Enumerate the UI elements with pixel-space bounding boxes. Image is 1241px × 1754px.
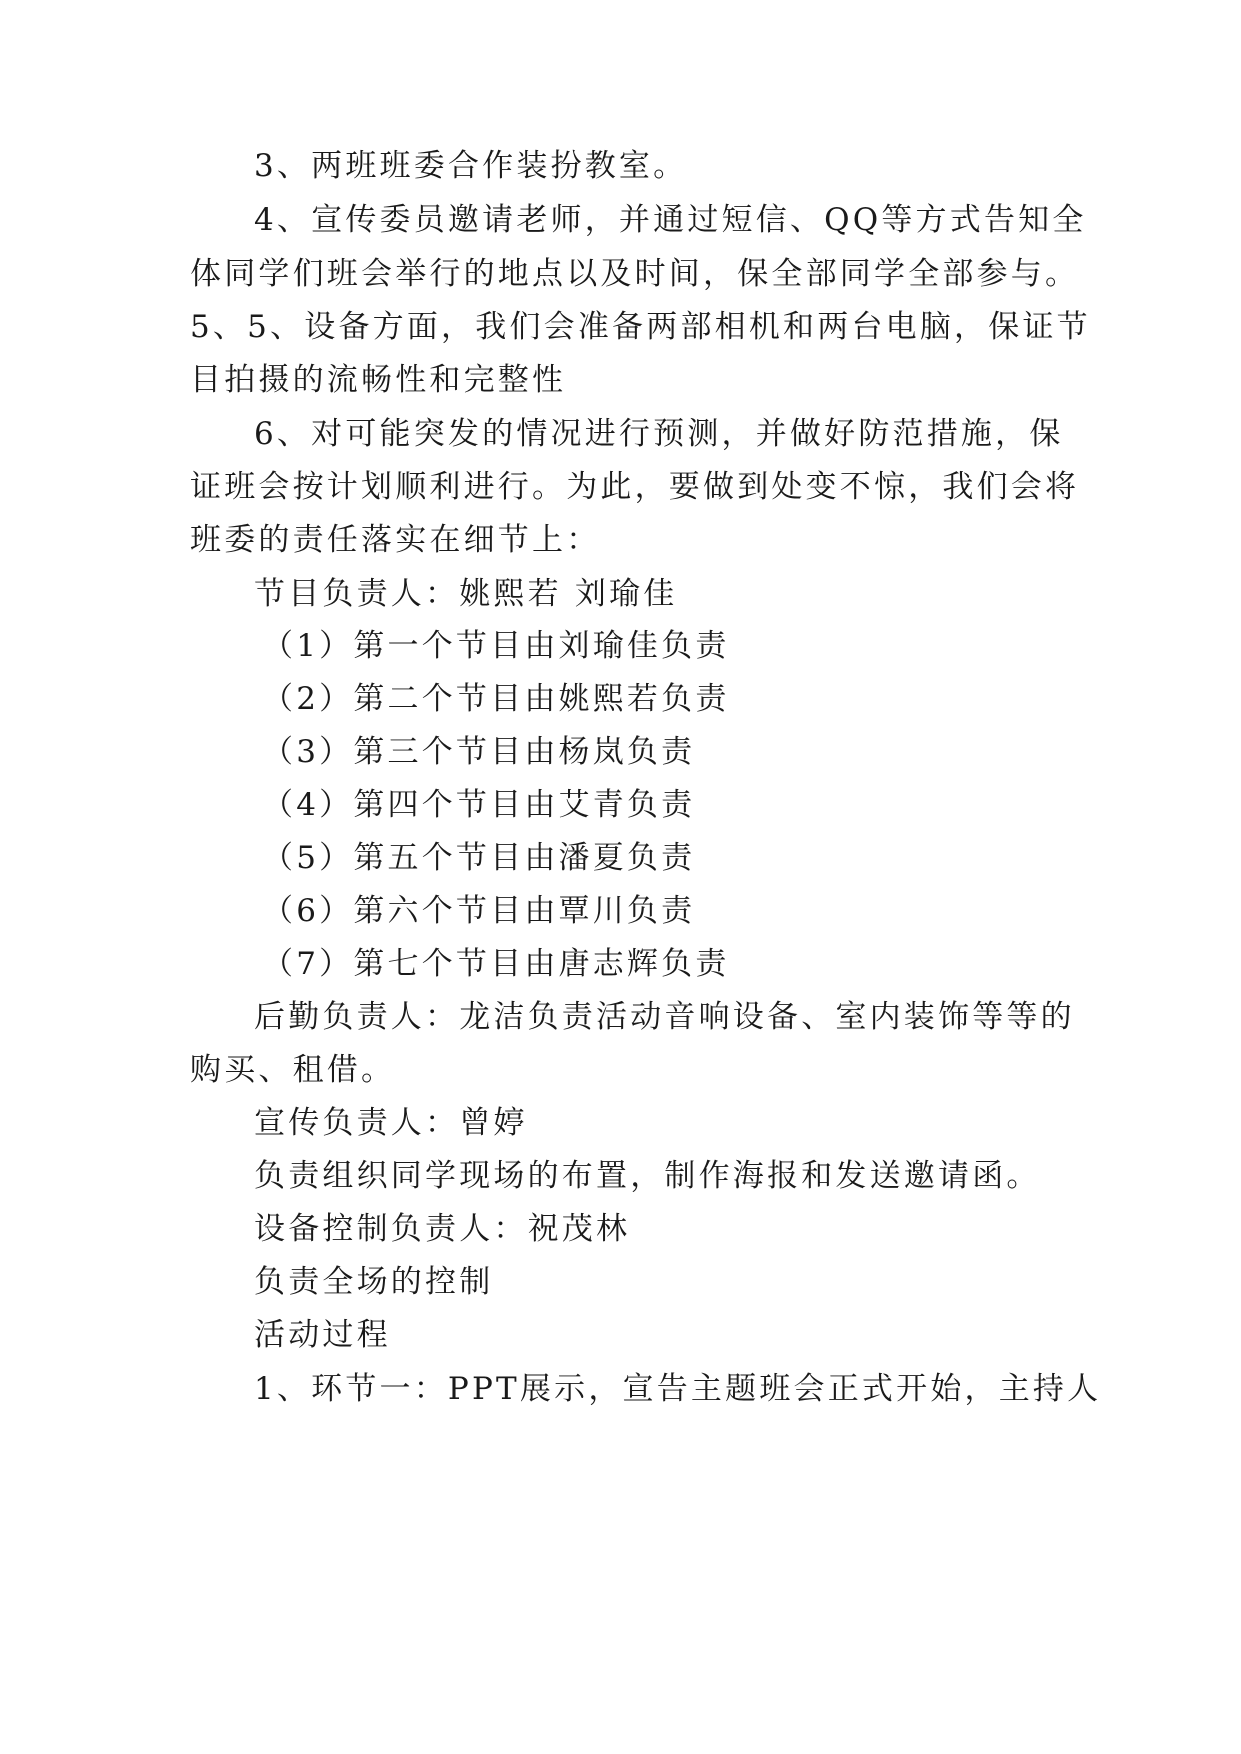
paragraph-4-line-1: 4、宣传委员邀请老师，并通过短信、QQ等方式告知全 [254, 202, 1087, 238]
logistics-lead-line-2: 购买、租借。 [190, 1052, 396, 1088]
paragraph-3-decorate-classroom: 3、两班班委合作装扮教室。 [254, 148, 688, 184]
program-item-3: （3）第三个节目由杨岚负责 [262, 734, 696, 770]
publicity-duty: 负责组织同学现场的布置，制作海报和发送邀请函。 [254, 1158, 1041, 1194]
program-item-6: （6）第六个节目由覃川负责 [262, 893, 696, 929]
program-item-7: （7）第七个节目由唐志辉负责 [262, 946, 730, 982]
program-leads-heading: 节目负责人：姚熙若 刘瑜佳 [254, 576, 678, 612]
publicity-lead: 宣传负责人：曾婷 [254, 1105, 528, 1141]
activity-step-1: 1、环节一：PPT展示，宣告主题班会正式开始，主持人 [254, 1371, 1102, 1407]
program-item-5: （5）第五个节目由潘夏负责 [262, 840, 696, 876]
paragraph-6-line-2: 证班会按计划顺利进行。为此，要做到处变不惊，我们会将 [190, 469, 1080, 505]
program-item-2: （2）第二个节目由姚熙若负责 [262, 681, 730, 717]
program-item-1: （1）第一个节目由刘瑜佳负责 [262, 628, 730, 664]
activity-process-heading: 活动过程 [254, 1317, 391, 1353]
equipment-control-duty: 负责全场的控制 [254, 1264, 494, 1300]
paragraph-5-line-2: 目拍摄的流畅性和完整性 [190, 362, 567, 398]
paragraph-6-line-3: 班委的责任落实在细节上： [190, 522, 601, 558]
paragraph-6-line-1: 6、对可能突发的情况进行预测，并做好防范措施，保 [254, 416, 1064, 452]
paragraph-4-line-2: 体同学们班会举行的地点以及时间，保全部同学全部参与。 [190, 256, 1080, 292]
logistics-lead-line-1: 后勤负责人：龙洁负责活动音响设备、室内装饰等等的 [254, 999, 1075, 1035]
paragraph-5-line-1: 5、5、设备方面，我们会准备两部相机和两台电脑，保证节 [190, 309, 1091, 345]
equipment-control-lead: 设备控制负责人：祝茂林 [254, 1211, 631, 1247]
program-item-4: （4）第四个节目由艾青负责 [262, 787, 696, 823]
